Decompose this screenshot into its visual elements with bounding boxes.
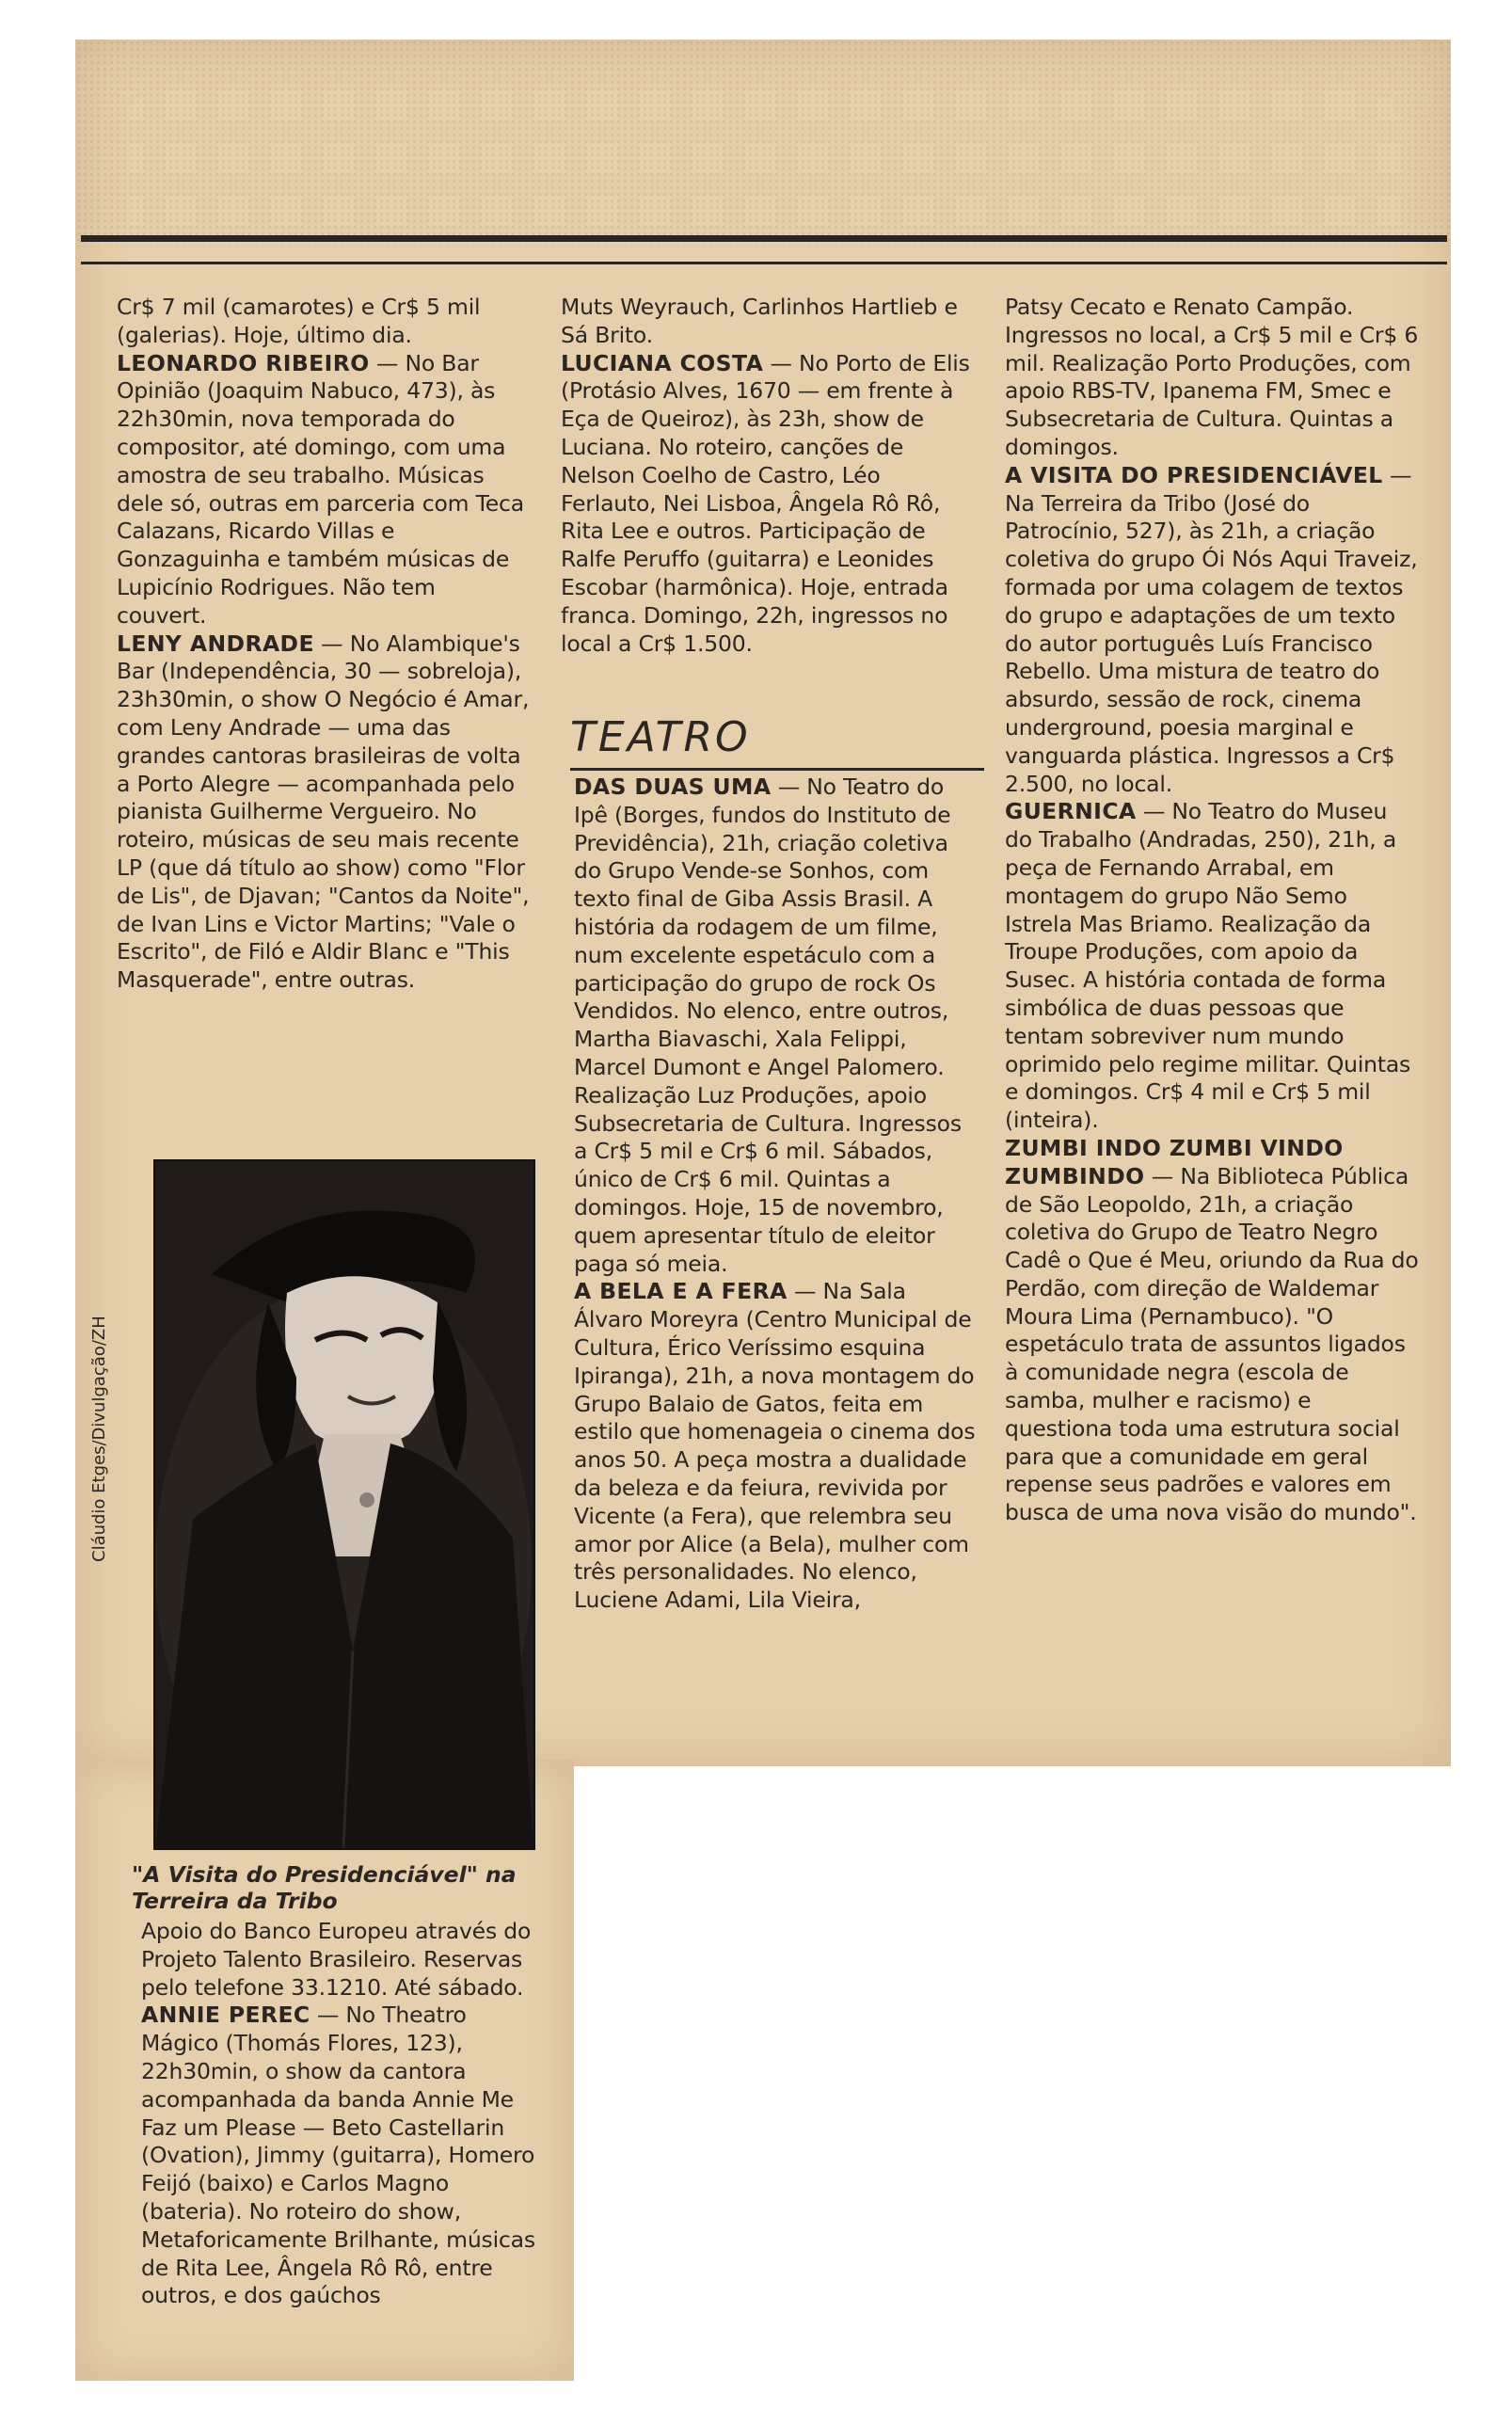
listing-text: — No Alambique's Bar (Independência, 30 — sobreloja), 23h30min, o show O Negócio é Amar, com Leny Andrade — uma das grandes cantoras brasileiras de volta a Porto Alegre — acompanhada pelo pianista Guilherme Vergueiro. No roteiro, músicas de seu mais recente LP (que dá título ao show) como "Flor de Lis", de Djavan; "Cantos da Noite", de Ivan Lins e Victor Martins; "Vale o Escrito", de Filó e Aldir Blanc e "This Masquerade", entre outras.	[117, 630, 530, 994]
listing-text: Patsy Cecato e Renato Campão. Ingressos no local, a Cr$ 5 mil e Cr$ 6 mil. Realização Porto Produções, com apoio RBS-TV, Ipanema FM, Smec e Subsecretaria de Cultura. Quintas a domingos.	[1005, 294, 1419, 460]
listing-text: — No Bar Opinião (Joaquim Nabuco, 473), às 22h30min, nova temporada do compositor, até domingo, com uma amostra de seu trabalho. Músicas dele só, outras em parceria com Teca Calazans, Ricardo Villas e Gonzaguinha e também músicas de Lupicínio Rodrigues. Não tem couvert.	[117, 349, 524, 629]
listing-item	[1005, 798, 1419, 1135]
listing-text: — Na Terreira da Tribo (José do Patrocínio, 527), às 21h, a criação coletiva do grupo Ói Nós Aqui Traveiz, formada por uma colagem de textos do grupo e adaptações de um texto do autor português Luís Francisco Rebello. Uma mistura de teatro do absurdo, sessão de rock, cinema underground, poesia marginal e vanguarda plástica. Ingressos a Cr$ 2.500, no local.	[1005, 461, 1418, 797]
listing-title: ZUMBI INDO ZUMBI VINDO ZUMBINDO	[1005, 1134, 1344, 1189]
photo-image	[155, 1161, 533, 1848]
listing-text: Apoio do Banco Europeu através do Projeto Talento Brasileiro. Reservas pelo telefone 33.1210. Até sábado.	[141, 1918, 532, 2001]
listing-title: LUCIANA COSTA	[561, 349, 764, 376]
listing-item	[141, 2002, 546, 2310]
listing-text: — Na Sala Álvaro Moreyra (Centro Municipal de Cultura, Érico Veríssimo esquina Ipiranga), 21h, a nova montagem do Grupo Balaio de Gatos, feita em estilo que homenageia o cinema dos anos 50. A peça mostra a dualidade da beleza e da feiura, revivida por Vicente (a Fera), que relembra seu amor por Alice (a Bela), mulher com três personalidades. No elenco, Luciene Adami, Lila Vieira,	[574, 1278, 976, 1614]
paper-texture	[75, 40, 1451, 247]
listing-text: — No Porto de Elis (Protásio Alves, 1670 — em frente à Eça de Queiroz), às 23h, show de Luciana. No roteiro, canções de Nelson Coelho de Castro, Léo Ferlauto, Nei Lisboa, Ângela Rô Rô, Rita Lee e outros. Participação de Ralfe Peruffo (guitarra) e Leonides Escobar (harmônica). Hoje, entrada franca. Domingo, 22h, ingressos no local a Cr$ 1.500.	[561, 349, 970, 657]
listing-item	[1005, 1135, 1419, 1527]
listing-title: A VISITA DO PRESIDENCIÁVEL	[1005, 461, 1383, 488]
listing-item	[117, 630, 531, 995]
listing-item	[141, 1918, 546, 2002]
listing-item	[1005, 294, 1419, 462]
photo	[153, 1159, 535, 1850]
listing-item	[117, 294, 531, 350]
listing-text: — No Teatro do Museu do Trabalho (Andradas, 250), 21h, a peça de Fernando Arrabal, em montagem do grupo Não Semo Istrela Mas Briamo. Realização da Troupe Produções, com apoio da Susec. A história contada de forma simbólica de duas pessoas que tentam sobreviver num mundo oprimido pelo regime militar. Quintas e domingos. Cr$ 4 mil e Cr$ 5 mil (inteira).	[1005, 798, 1411, 1134]
section-title-teatro: TEATRO	[570, 713, 984, 771]
listing-item	[117, 350, 531, 630]
listing-text: — Na Biblioteca Pública de São Leopoldo, 21h, a criação coletiva do Grupo de Teatro Negro Cadê o Que é Meu, oriundo da Rua do Perdão, com direção de Waldemar Moura Lima (Pernambuco). "O espetáculo trata de assuntos ligados à comunidade negra (escola de samba, mulher e racismo) e questiona toda uma estrutura social para que a comunidade em geral repense seus padrões e valores em busca de uma nova visão do mundo".	[1005, 1162, 1419, 1526]
listing-text: — No Teatro do Ipê (Borges, fundos do Instituto de Previdência), 21h, criação coletiva do Grupo Vende-se Sonhos, com texto final de Giba Assis Brasil. A história da rodagem de um filme, num excelente espetáculo com a participação do grupo de rock Os Vendidos. No elenco, entre outros, Martha Biavaschi, Xala Felippi, Marcel Dumont e Angel Palomero. Realização Luz Produções, apoio Subsecretaria de Cultura. Ingressos a Cr$ 5 mil e Cr$ 6 mil. Sábados, único de Cr$ 6 mil. Quintas a domingos. Hoje, 15 de novembro, quem apresentar título de eleitor paga só meia.	[574, 774, 962, 1277]
column-1-continued	[141, 1918, 546, 2310]
listing-title: ANNIE PEREC	[141, 2002, 310, 2029]
listing-item	[561, 350, 975, 659]
listing-item	[574, 1278, 979, 1615]
listing-item	[1005, 462, 1419, 799]
header-rule-thin	[81, 262, 1447, 264]
listing-item	[561, 294, 975, 350]
photo-credit: Cláudio Etges/Divulgação/ZH	[89, 1316, 109, 1562]
listing-title: GUERNICA	[1005, 798, 1137, 825]
column-3	[1005, 294, 1419, 1527]
column-2	[561, 294, 975, 658]
column-1	[117, 294, 531, 995]
listing-text: — No Theatro Mágico (Thomás Flores, 123), 22h30min, o show da cantora acompanhada da banda Annie Me Faz um Please — Beto Castellarin (Ovation), Jimmy (guitarra), Homero Feijó (baixo) e Carlos Magno (bateria). No roteiro do show, Metaforicamente Brilhante, músicas de Rita Lee, Ângela Rô Rô, entre outros, e dos gaúchos	[141, 2002, 535, 2309]
listing-title: A BELA E A FERA	[574, 1278, 788, 1305]
listing-title: DAS DUAS UMA	[574, 774, 772, 800]
listing-text: Muts Weyrauch, Carlinhos Hartlieb e Sá Brito.	[561, 294, 958, 348]
listing-title: LENY ANDRADE	[117, 630, 314, 657]
listing-text: Cr$ 7 mil (camarotes) e Cr$ 5 mil (galerias). Hoje, último dia.	[117, 294, 481, 348]
listing-item	[574, 774, 979, 1278]
header-rule	[81, 235, 1447, 242]
listing-title: LEONARDO RIBEIRO	[117, 349, 370, 376]
photo-caption: "A Visita do Presidenciável" na Terreira da Tribo	[132, 1861, 517, 1914]
column-2-teatro	[574, 774, 979, 1615]
